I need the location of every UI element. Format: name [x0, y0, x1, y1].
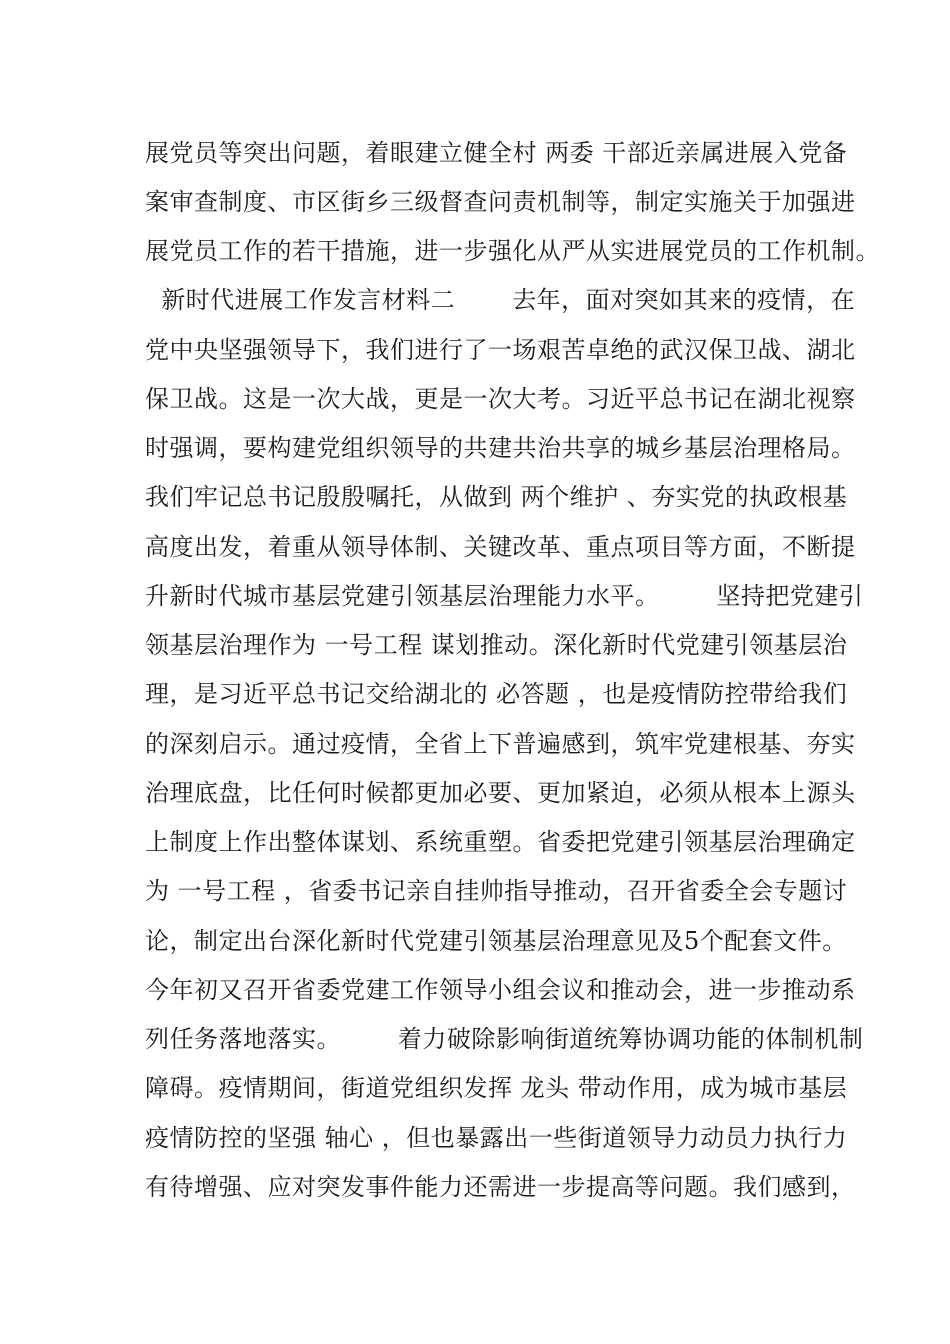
text-line: 论，制定出台深化新时代党建引领基层治理意见及5个配套文件。 — [145, 927, 847, 955]
text-line: 案审查制度、市区街乡三级督查问责机制等，制定实施关于加强进 — [145, 188, 856, 216]
text-line: 今年初又召开省委党建工作领导小组会议和推动会，进一步推动系 — [145, 976, 856, 1004]
text-line: 我们牢记总书记殷殷嘱托，从做到 两个维护 、夯实党的执政根基 — [145, 483, 848, 511]
text-line: 列任务落地落实。 着力破除影响街道统筹协调功能的体制机制 — [145, 1025, 864, 1053]
text-line: 理，是习近平总书记交给湖北的 必答题 ，也是疫情防控带给我们 — [145, 680, 848, 708]
text-line: 障碍。疫情期间，街道党组织发挥 龙头 带动作用，成为城市基层 — [145, 1074, 848, 1102]
text-line: 保卫战。这是一次大战，更是一次大考。习近平总书记在湖北视察 — [145, 385, 856, 413]
text-line: 党中央坚强领导下，我们进行了一场艰苦卓绝的武汉保卫战、湖北 — [145, 336, 856, 364]
text-line: 领基层治理作为 一号工程 谋划推动。深化新时代党建引领基层治 — [145, 631, 848, 659]
text-line: 的深刻启示。通过疫情，全省上下普遍感到，筑牢党建根基、夯实 — [145, 730, 856, 758]
text-line: 上制度上作出整体谋划、系统重塑。省委把党建引领基层治理确定 — [145, 828, 856, 856]
text-line: 新时代进展工作发言材料二 去年，面对突如其来的疫情，在 — [145, 286, 856, 314]
text-line: 治理底盘，比任何时候都更加必要、更加紧迫，必须从根本上源头 — [145, 779, 856, 807]
text-line: 升新时代城市基层党建引领基层治理能力水平。 坚持把党建引 — [145, 582, 864, 610]
text-line: 为 一号工程 ，省委书记亲自挂帅指导推动，召开省委全会专题讨 — [145, 877, 848, 905]
text-line: 有待增强、应对突发事件能力还需进一步提高等问题。我们感到， — [145, 1173, 856, 1201]
text-line: 展党员工作的若干措施，进一步强化从严从实进展党员的工作机制。 — [145, 237, 880, 265]
text-line: 展党员等突出问题，着眼建立健全村 两委 干部近亲属进展入党备 — [145, 139, 848, 167]
text-line: 时强调，要构建党组织领导的共建共治共享的城乡基层治理格局。 — [145, 434, 856, 462]
text-line: 高度出发，着重从领导体制、关键改革、重点项目等方面，不断提 — [145, 533, 856, 561]
text-line: 疫情防控的坚强 轴心 ，但也暴露出一些街道领导力动员力执行力 — [145, 1124, 848, 1152]
